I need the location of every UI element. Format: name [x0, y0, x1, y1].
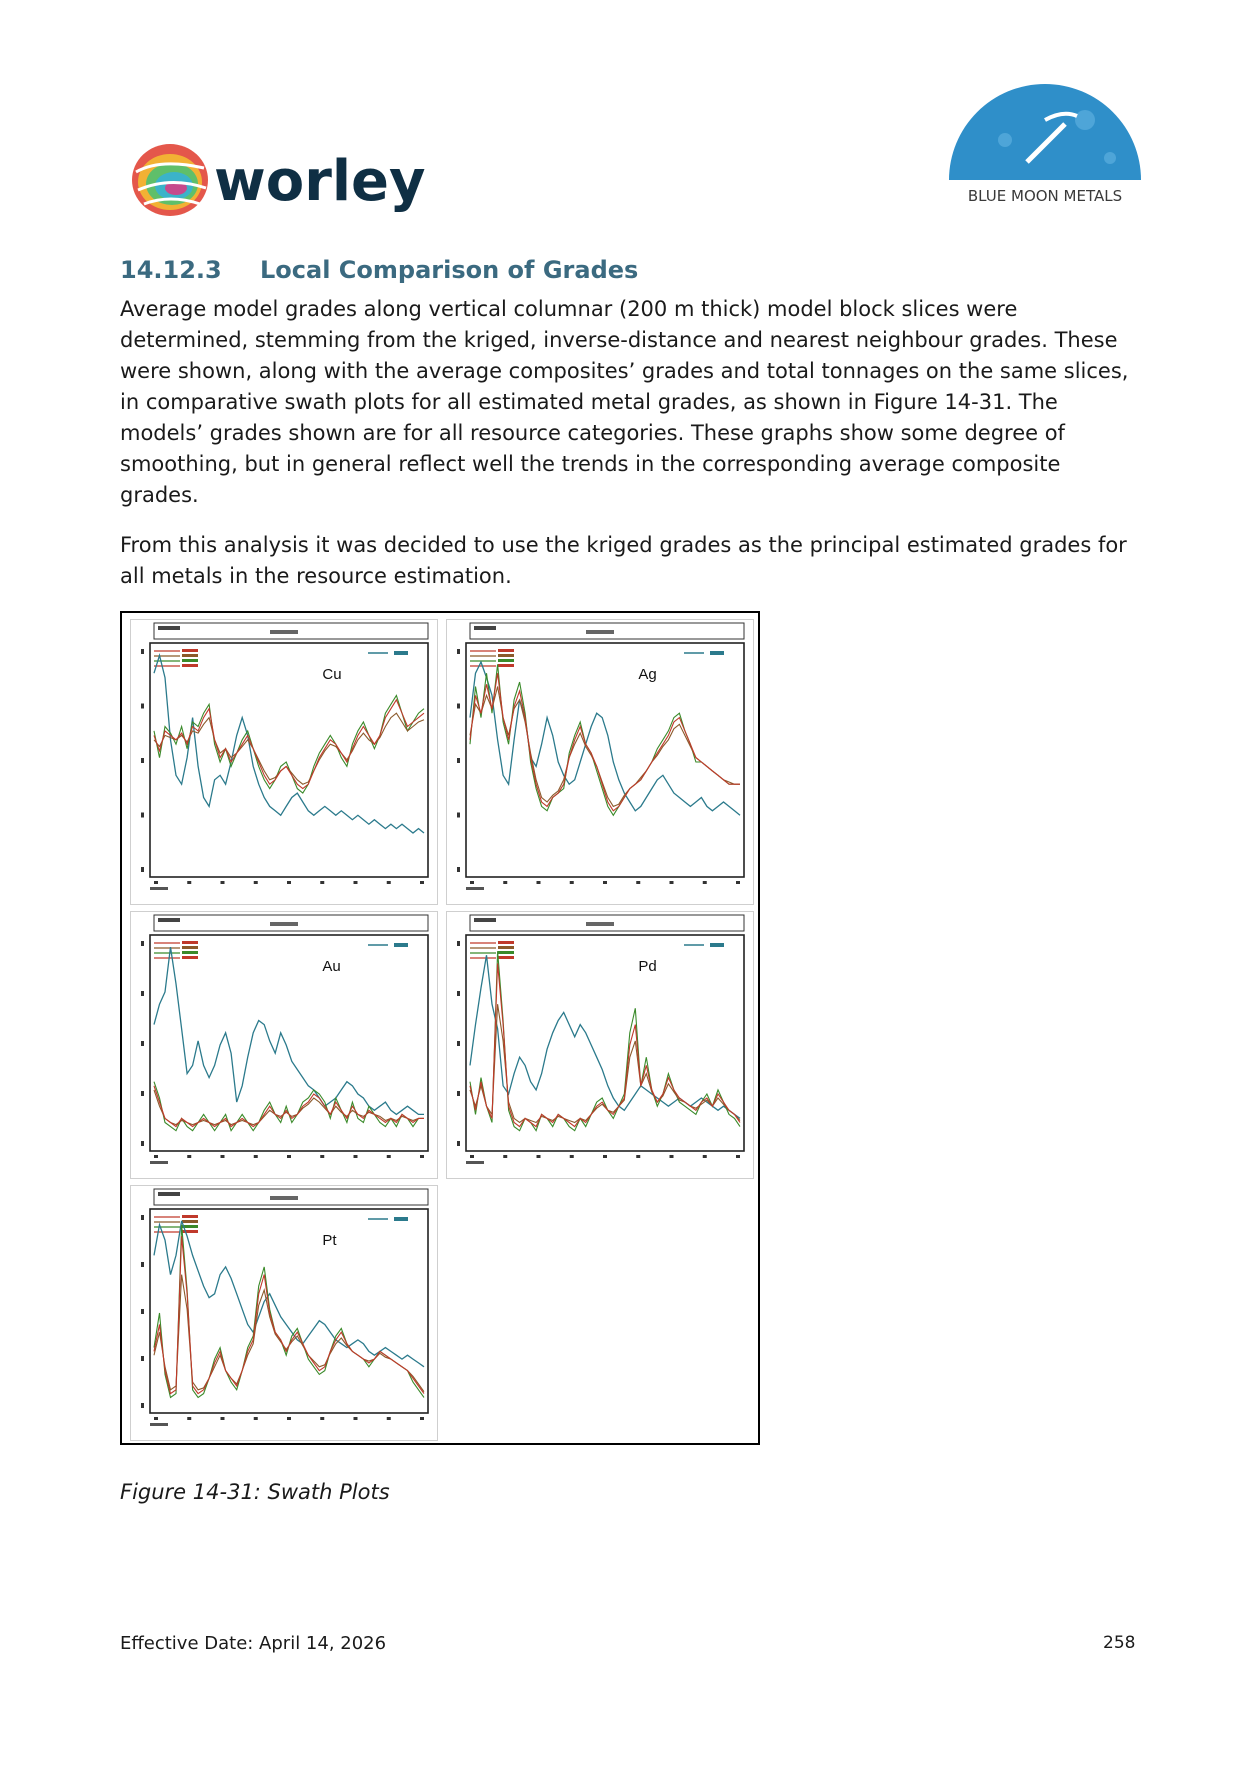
plot-header-tag: [474, 918, 496, 922]
x-tick-mark: [470, 881, 474, 884]
legend-label-block-tonnes: [394, 943, 408, 947]
swath-plot-pt: [130, 1185, 438, 1441]
legend-label-block-tonnes: [394, 1217, 408, 1221]
y-tick-mark: [457, 1141, 460, 1146]
x-tick-mark: [320, 1155, 324, 1158]
x-tick-mark: [221, 1155, 225, 1158]
x-tick-mark: [354, 1417, 358, 1420]
worley-wordmark: worley: [214, 149, 426, 214]
body-paragraph: From this analysis it was decided to use the kriged grades as the principal estimated grades for all metals in the resource estimation.: [120, 533, 1127, 588]
x-tick-mark: [570, 1155, 574, 1158]
section-title: Local Comparison of Grades: [260, 256, 639, 284]
y-tick-mark: [141, 813, 144, 818]
plot-header-title-block: [586, 630, 614, 634]
plot-header-title-block: [270, 1196, 298, 1200]
legend-label-block-tonnes: [710, 943, 724, 947]
plot-header-tag: [158, 1192, 180, 1196]
y-tick-mark: [141, 1356, 144, 1361]
bluemoon-logo: [945, 80, 1145, 208]
y-tick-mark: [141, 704, 144, 709]
x-tick-mark: [736, 881, 740, 884]
y-tick-mark: [457, 1041, 460, 1046]
worley-logo: [130, 138, 470, 222]
swath-plot-cu: [130, 619, 438, 905]
x-tick-mark: [603, 1155, 607, 1158]
x-tick-mark: [636, 1155, 640, 1158]
x-tick-mark: [187, 1155, 191, 1158]
plot-header-title-block: [270, 630, 298, 634]
x-tick-mark: [537, 1155, 541, 1158]
plot-area: [466, 643, 744, 877]
x-tick-mark: [420, 1417, 424, 1420]
x-tick-mark: [736, 1155, 740, 1158]
footer-effective-date: Effective Date: April 14, 2026: [120, 1633, 387, 1654]
moon-dome-icon: [949, 84, 1141, 180]
legend-label-block: [182, 956, 198, 959]
x-tick-mark: [221, 1417, 225, 1420]
x-axis-label-block: [150, 1161, 168, 1164]
plot-header-tag: [158, 626, 180, 630]
legend-label-block: [498, 654, 514, 657]
x-tick-mark: [287, 1417, 291, 1420]
metal-label: Au: [322, 958, 341, 975]
legend-label-block: [498, 951, 514, 954]
y-tick-mark: [457, 991, 460, 996]
y-tick-mark: [457, 941, 460, 946]
bluemoon-wordmark: BLUE MOON METALS: [967, 187, 1123, 205]
x-tick-mark: [254, 1155, 258, 1158]
x-tick-mark: [387, 881, 391, 884]
y-tick-mark: [457, 813, 460, 818]
legend-label-block: [182, 659, 198, 662]
x-tick-mark: [354, 881, 358, 884]
legend-label-block: [498, 659, 514, 662]
x-tick-mark: [320, 1417, 324, 1420]
plot-area: [150, 643, 428, 877]
y-tick-mark: [141, 1403, 144, 1408]
legend-label-block: [498, 946, 514, 949]
x-tick-mark: [287, 1155, 291, 1158]
legend-label-block: [498, 649, 514, 652]
x-tick-mark: [254, 1417, 258, 1420]
x-tick-mark: [420, 1155, 424, 1158]
x-tick-mark: [187, 881, 191, 884]
y-tick-mark: [141, 1309, 144, 1314]
y-tick-mark: [457, 867, 460, 872]
x-tick-mark: [503, 1155, 507, 1158]
legend-label-block: [498, 956, 514, 959]
x-axis-label-block: [150, 1423, 168, 1426]
swath-plots-figure: [120, 611, 760, 1445]
legend-label-block: [498, 941, 514, 944]
worley-logo-svg: [130, 138, 470, 222]
x-axis-label-block: [150, 887, 168, 890]
legend-label-block: [182, 1220, 198, 1223]
x-tick-mark: [503, 881, 507, 884]
plot-header-title-block: [270, 922, 298, 926]
legend-label-block: [182, 649, 198, 652]
legend-label-block: [182, 951, 198, 954]
y-tick-mark: [141, 1141, 144, 1146]
x-tick-mark: [636, 881, 640, 884]
y-tick-mark: [457, 649, 460, 654]
x-tick-mark: [703, 1155, 707, 1158]
x-tick-mark: [254, 881, 258, 884]
x-tick-mark: [570, 881, 574, 884]
y-tick-mark: [141, 1091, 144, 1096]
plot-header-title-block: [586, 922, 614, 926]
x-tick-mark: [670, 881, 674, 884]
legend-label-block-tonnes: [394, 651, 408, 655]
legend-label-block: [182, 664, 198, 667]
legend-label-block: [182, 1215, 198, 1218]
swath-plot-ag: [446, 619, 754, 905]
x-axis-label-block: [466, 1161, 484, 1164]
y-tick-mark: [457, 1091, 460, 1096]
x-tick-mark: [354, 1155, 358, 1158]
x-tick-mark: [154, 881, 158, 884]
swath-plot-au: [130, 911, 438, 1179]
legend-label-block: [182, 941, 198, 944]
plot-header-tag: [474, 626, 496, 630]
x-tick-mark: [154, 1417, 158, 1420]
x-tick-mark: [537, 881, 541, 884]
x-tick-mark: [221, 881, 225, 884]
x-tick-mark: [187, 1417, 191, 1420]
metal-label: Ag: [638, 666, 657, 683]
x-tick-mark: [670, 1155, 674, 1158]
legend-label-block-tonnes: [710, 651, 724, 655]
section-heading: [120, 256, 638, 284]
x-tick-mark: [154, 1155, 158, 1158]
y-tick-mark: [141, 758, 144, 763]
metal-label: Cu: [322, 666, 342, 683]
plot-area: [466, 935, 744, 1151]
x-axis-label-block: [466, 887, 484, 890]
y-tick-mark: [141, 649, 144, 654]
y-tick-mark: [457, 704, 460, 709]
y-tick-mark: [457, 758, 460, 763]
swath-plot-pd: [446, 911, 754, 1179]
x-tick-mark: [320, 881, 324, 884]
x-tick-mark: [470, 1155, 474, 1158]
plot-area: [150, 935, 428, 1151]
x-tick-mark: [387, 1417, 391, 1420]
x-tick-mark: [420, 881, 424, 884]
worley-swirl-icon: [132, 144, 208, 216]
y-tick-mark: [141, 867, 144, 872]
metal-label: Pd: [638, 958, 657, 975]
legend-label-block: [182, 654, 198, 657]
body-paragraph: Average model grades along vertical columnar (200 m thick) model block slices were determined, stemming from the kriged, inverse-distance and nearest neighbour grades. These were shown, along with the average composites’ grades and total tonnages on the same slices, in comparative swath plots for all estimated metal grades, as shown in Figure 14-31. The models’ grades shown are for all resource categories. These graphs show some degree of smoothing, but in general reflect well the trends in the corresponding average composite grades.: [120, 297, 1129, 507]
x-tick-mark: [703, 881, 707, 884]
y-tick-mark: [141, 1215, 144, 1220]
figure-caption: Figure 14-31: Swath Plots: [120, 1480, 390, 1504]
x-tick-mark: [287, 881, 291, 884]
legend-label-block: [498, 664, 514, 667]
page-number: 258: [1103, 1633, 1136, 1653]
plot-header-tag: [158, 918, 180, 922]
metal-label: Pt: [322, 1232, 337, 1249]
section-number: 14.12.3: [120, 256, 222, 284]
y-tick-mark: [141, 941, 144, 946]
bluemoon-logo-svg: [945, 80, 1145, 208]
x-tick-mark: [603, 881, 607, 884]
legend-label-block: [182, 946, 198, 949]
x-tick-mark: [387, 1155, 391, 1158]
y-tick-mark: [141, 1262, 144, 1267]
y-tick-mark: [141, 1041, 144, 1046]
y-tick-mark: [141, 991, 144, 996]
